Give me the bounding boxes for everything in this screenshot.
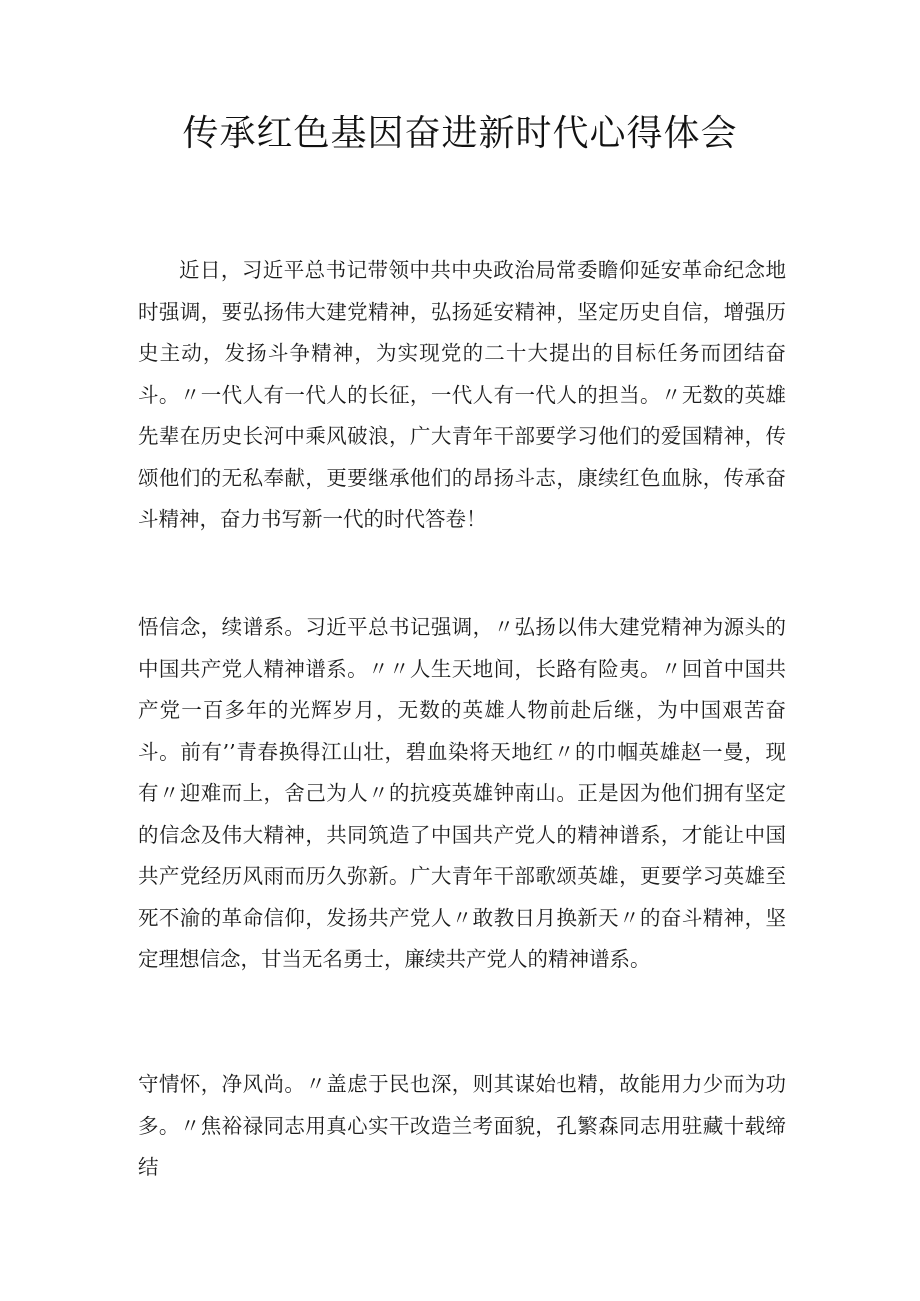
paragraph-belief: 悟信念，续谱系。习近平总书记强调，〃弘扬以伟大建党精神为源头的中国共产党人精神谱系。〃〃人生天地间，长路有险夷。〃回首中国共产党一百多年的光辉岁月，无数的英雄人物前赴后继，为中国艰苦奋斗。前有’’青春换得江山壮，碧血染将天地红〃的巾帼英雄赵一曼，现有〃迎难而上，舍己为人〃的抗疫英雄钟南山。正是因为他们拥有坚定的信念及伟大精神，共同筑造了中国共产党人的精神谱系，才能让中国共产党经历风雨而历久弥新。广大青年干部歌颂英雄，更要学习英雄至死不渝的革命信仰，发扬共产党人〃敢教日月换新天〃的奋斗精神，坚定理想信念，甘当无名勇士，廉续共产党人的精神谱系。 (138, 615, 786, 971)
paragraph-intro: 近日，习近平总书记带领中共中央政治局常委瞻仰延安革命纪念地时强调，要弘扬伟大建党精神，弘扬延安精神，坚定历史自信，增强历史主动，发扬斗争精神，为实现党的二十大提出的目标任务而团结奋斗。〃一代人有一代人的长征，一代人有一代人的担当。〃无数的英雄先辈在历史长河中乘风破浪，广大青年干部要学习他们的爱国精神，传颂他们的无私奉献，更要继承他们的昂扬斗志，康续红色血脉，传承奋斗精神，奋力书写新一代的时代答卷！ (138, 258, 786, 531)
document-title: 传承红色基因奋进新时代心得体会 (182, 113, 738, 154)
paragraph-sentiment: 守情怀，净风尚。〃盖虑于民也深，则其谋始也精，故能用力少而为功多。〃焦裕禄同志用真心实干改造兰考面貌，孔繁森同志用驻藏十载缔结 (138, 1072, 786, 1179)
